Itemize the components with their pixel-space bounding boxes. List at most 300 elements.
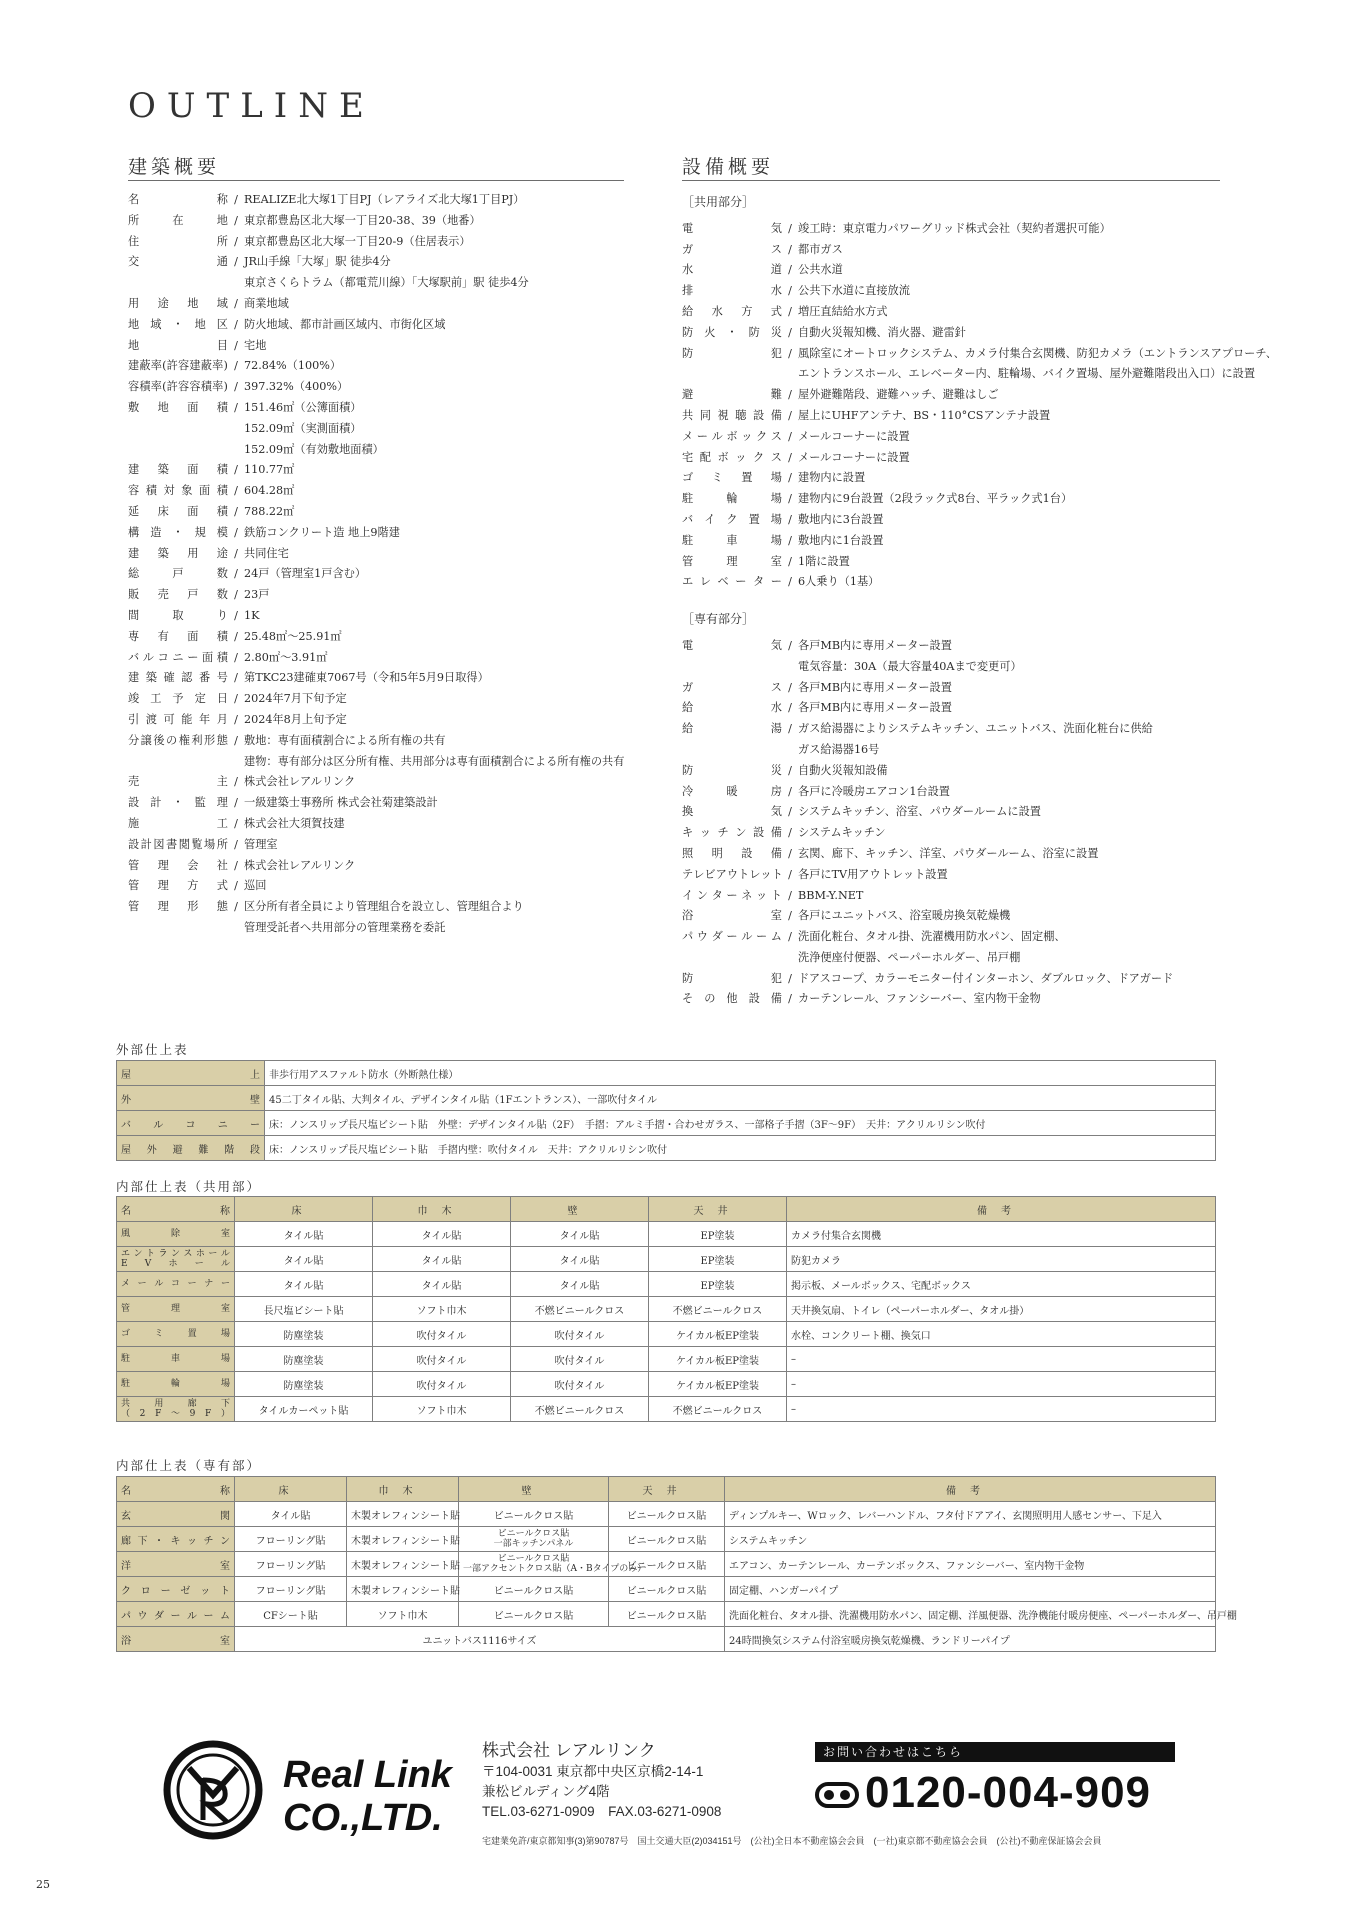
label-glyph: バ (121, 1119, 131, 1131)
spec-value: 一級建築士事務所 株式会社菊建築設計 (244, 796, 438, 810)
spec-row (128, 814, 648, 835)
label-glyph: ・ (154, 1535, 164, 1547)
label-glyph: ロ (140, 1585, 151, 1597)
table-row (117, 1397, 1216, 1422)
table-cell: 掲示板、メールボックス、宅配ボックス (787, 1272, 1216, 1297)
label-glyph: 理 (170, 1304, 180, 1314)
label-glyph: ボ (726, 429, 738, 443)
label-glyph: ッ (755, 888, 768, 902)
label-glyph: 渡 (145, 712, 157, 726)
label-glyph: 積 (139, 380, 151, 394)
spec-row (128, 627, 648, 648)
label-glyph: E (121, 1259, 128, 1269)
row-name-text (121, 1229, 230, 1239)
label-glyph: ネ (741, 888, 753, 902)
spec-row (128, 232, 648, 253)
column-header (117, 1197, 235, 1222)
label-glyph: 在 (172, 213, 184, 227)
spec-separator: / (234, 546, 238, 560)
label-glyph: 輪 (726, 492, 738, 506)
label-glyph: 率 (212, 359, 224, 373)
label-glyph: 許 (166, 359, 178, 373)
table-cell: 吹付タイル (511, 1372, 649, 1397)
spec-value: 23戸 (244, 588, 270, 602)
label-glyph: 用 (187, 546, 199, 560)
spec-separator: / (788, 992, 792, 1006)
row-value: 床：ノンスリップ長尺塩ビシート貼 外壁：デザインタイル貼（2F） 手摺：アルミ手摺・合わせガラス、一部格子手摺（3F〜9F） 天井：アクリルリシン吹付 (265, 1111, 1216, 1136)
label-glyph: 階 (224, 1144, 235, 1156)
label-glyph: 積 (200, 380, 212, 394)
label-glyph: 態 (216, 733, 228, 747)
spec-separator: / (234, 567, 238, 581)
label-glyph: 容 (128, 380, 140, 394)
table-cell: 吹付タイル (511, 1322, 649, 1347)
label-glyph: 水 (770, 701, 782, 715)
label-glyph: 建 (128, 546, 140, 560)
table-cell: CFシート貼 (235, 1602, 347, 1627)
spec-separator: / (788, 784, 792, 798)
spec-value: ガス給湯器16号 (798, 742, 880, 756)
row-name-sub (121, 1409, 230, 1419)
spec-label (682, 531, 782, 552)
label-glyph: 段 (249, 1144, 260, 1156)
spec-separator: / (788, 888, 792, 902)
label-glyph: 下 (137, 1535, 148, 1547)
spec-value: 共同住宅 (244, 546, 289, 560)
spec-separator: / (234, 317, 238, 331)
table-cell: ケイカル板EP塗装 (649, 1347, 787, 1372)
label-glyph: 域 (150, 317, 162, 331)
label-glyph: 風 (121, 1229, 131, 1239)
spec-separator: / (234, 671, 238, 685)
spec-separator: / (234, 255, 238, 269)
label-glyph: ボ (717, 450, 729, 464)
label-glyph: 場 (770, 533, 782, 547)
label-glyph: 理 (726, 554, 738, 568)
label-glyph: ラ (158, 1249, 168, 1259)
label-glyph: ル (142, 650, 154, 664)
table-cell: 防塵塗装 (235, 1347, 373, 1372)
spec-value: 都市ガス (798, 242, 843, 256)
label-glyph: 室 (220, 1635, 230, 1647)
table-cell: タイル貼 (235, 1272, 373, 1297)
label-glyph: レ (699, 575, 711, 589)
table-cell: タイル貼 (373, 1247, 511, 1272)
label-glyph: 区 (216, 317, 228, 331)
label-glyph: 計 (140, 837, 152, 851)
spec-separator: / (234, 692, 238, 706)
spec-row (128, 190, 648, 211)
spec-value: 397.32%（400%） (244, 380, 349, 394)
label-glyph: 積 (145, 484, 157, 498)
spec-row (682, 948, 1242, 969)
label-glyph: ア (715, 867, 727, 881)
spec-label (128, 689, 228, 710)
label-glyph: 容 (178, 380, 190, 394)
spec-label (128, 897, 228, 918)
label-glyph: 積 (216, 484, 228, 498)
spec-label (682, 260, 782, 281)
column-header (725, 1477, 1216, 1502)
label-glyph: 置 (741, 471, 753, 485)
row-name-text (121, 1557, 230, 1572)
label-glyph: 容 (178, 359, 190, 373)
label-glyph: り (216, 608, 228, 622)
spec-separator: / (234, 463, 238, 477)
spec-value: メールコーナーに設置 (798, 429, 910, 443)
label-glyph: 定 (194, 692, 206, 706)
label-glyph: 防 (682, 346, 694, 360)
label-glyph: ベ (717, 575, 729, 589)
label-glyph: 工 (150, 692, 162, 706)
spec-row (682, 802, 1242, 823)
label-glyph: 率 (150, 380, 162, 394)
spec-value: JR山手線「大塚」駅 徒歩4分 (244, 255, 391, 269)
label-glyph: 建 (189, 359, 201, 373)
label-glyph: 上 (250, 1069, 260, 1081)
label-glyph: ー (735, 575, 747, 589)
spec-row (128, 585, 648, 606)
equipment-spec-list (682, 188, 1277, 1010)
building-spec-list (128, 190, 648, 939)
label-glyph: 称 (220, 1205, 230, 1217)
table-cell: 防塵塗装 (235, 1372, 373, 1397)
row-name-text (121, 1091, 260, 1106)
label-glyph: ー (726, 930, 738, 944)
label-glyph: 社 (216, 858, 228, 872)
company-name: 株式会社 レアルリンク (482, 1741, 656, 1760)
table-cell: 不燃ビニールクロス (511, 1397, 649, 1422)
spec-value: 第TKC23建確東7067号（令和5年5月9日取得） (244, 671, 489, 685)
spec-label (128, 336, 228, 357)
label-glyph: 屋 (121, 1144, 131, 1156)
label-glyph: ホ (195, 1249, 205, 1259)
label-glyph: 建 (128, 359, 140, 373)
spec-value: 各戸に冷暖房エアコン1台設置 (798, 784, 950, 798)
label-glyph: ゼ (180, 1585, 191, 1597)
label-glyph: 積 (216, 400, 228, 414)
spec-separator: / (234, 296, 238, 310)
spec-row (682, 927, 1242, 948)
table-cell: 不燃ビニールクロス (649, 1297, 787, 1322)
label-glyph: ク (755, 429, 768, 443)
table-cell: 吹付タイル (373, 1322, 511, 1347)
table-cell: タイル貼 (373, 1272, 511, 1297)
spec-row (682, 572, 1242, 593)
spec-separator: / (234, 712, 238, 726)
label-glyph: チ (203, 1535, 214, 1547)
table-cell: 吹付タイル (511, 1347, 649, 1372)
spec-value: 竣工時：東京電力パワーグリッド株式会社（契約者選択可能） (798, 221, 1111, 235)
label-glyph: 廊 (121, 1535, 131, 1547)
spec-value: 株式会社レアルリンク (244, 775, 356, 789)
spec-separator: / (234, 359, 238, 373)
table-cell: – (787, 1372, 1216, 1397)
spec-row (128, 689, 648, 710)
spec-value: 洗浄便座付便器、ペーパーホルダー、吊戸棚 (798, 950, 1021, 964)
spec-row (128, 648, 648, 669)
spec-value: エントランスホール、エレベーター内、駐輪場、バイク置場、屋外避難階段出入口）に設置 (798, 367, 1256, 381)
spec-separator: / (234, 608, 238, 622)
label-glyph: ホ (168, 1259, 178, 1269)
label-glyph: 分 (128, 733, 140, 747)
label-glyph: ッ (735, 450, 747, 464)
label-glyph: ) (223, 359, 228, 373)
spec-separator: / (234, 380, 238, 394)
label-glyph: 地 (187, 296, 199, 310)
label-glyph: 室 (770, 909, 782, 923)
spec-label (128, 398, 228, 419)
label-glyph: 湯 (770, 722, 782, 736)
label-glyph: 防 (682, 971, 694, 985)
spec-label (682, 489, 782, 510)
exterior-finish-table (116, 1060, 1216, 1161)
label-glyph: 換 (682, 805, 694, 819)
spec-value: 敷地内に3台設置 (798, 512, 884, 526)
spec-row (128, 398, 648, 419)
label-glyph: ー (170, 1610, 181, 1622)
spec-value: 6人乗り（1基） (798, 575, 880, 589)
table-cell: 吹付タイル (373, 1347, 511, 1372)
label-glyph: 防 (682, 325, 694, 339)
row-name-text (121, 1607, 230, 1622)
spec-label (682, 323, 782, 344)
spec-value: 巡回 (244, 879, 267, 893)
spec-row (128, 294, 648, 315)
address-line-1: 〒104-0031 東京都中央区京橋2-14-1 (482, 1764, 704, 1779)
label-glyph: 戸 (172, 567, 184, 581)
label-glyph: 容 (128, 484, 140, 498)
spec-separator: / (788, 242, 792, 256)
table-cell: タイル貼 (235, 1222, 373, 1247)
label-glyph: メ (682, 429, 694, 443)
row-name (117, 1602, 235, 1627)
label-glyph: 他 (726, 992, 738, 1006)
column-header-text: 床 (291, 1205, 316, 1217)
label-glyph: 場 (770, 471, 782, 485)
label-glyph: バ (682, 512, 694, 526)
spec-row (128, 336, 648, 357)
spec-separator: / (234, 193, 238, 206)
spec-row (682, 531, 1242, 552)
table-cell: ケイカル板EP塗装 (649, 1322, 787, 1347)
label-glyph: 給 (682, 701, 694, 715)
spec-separator: / (234, 234, 238, 248)
spec-row (682, 865, 1242, 886)
label-glyph: 水 (682, 263, 694, 277)
table-cell: – (787, 1347, 1216, 1372)
spec-separator: / (788, 450, 792, 464)
label-glyph: ン (696, 888, 708, 902)
spec-separator: / (788, 429, 792, 443)
column-header-text: 備考 (946, 1485, 994, 1497)
label-glyph: 場 (220, 1329, 230, 1339)
spec-label (682, 572, 782, 593)
spec-label (128, 793, 228, 814)
common-group-title: ［共用部分］ (682, 195, 755, 209)
spec-row (128, 502, 648, 523)
label-glyph: 電 (682, 221, 694, 235)
label-glyph: エ (682, 575, 694, 589)
label-glyph: メ (121, 1279, 131, 1289)
spec-label (128, 315, 228, 336)
row-name (117, 1222, 235, 1247)
building-rule (128, 180, 624, 181)
spec-label (128, 585, 228, 606)
spec-value: 604.28㎡ (244, 484, 295, 498)
spec-row (682, 427, 1242, 448)
table-row (117, 1222, 1216, 1247)
label-glyph: 視 (717, 408, 729, 422)
spec-separator: / (234, 879, 238, 893)
row-name (117, 1552, 235, 1577)
spec-separator: / (234, 338, 238, 352)
spec-row (128, 731, 648, 752)
label-glyph: 犯 (770, 971, 782, 985)
table-cell: 木製オレフィンシート貼 (347, 1552, 459, 1577)
spec-label (682, 281, 782, 302)
row-name (117, 1372, 235, 1397)
table-cell: ソフト巾木 (347, 1602, 459, 1627)
table-cell: 長尺塩ビシート貼 (235, 1297, 373, 1322)
spec-separator: / (788, 909, 792, 923)
table-cell: システムキッチン (725, 1527, 1216, 1552)
label-glyph: ル (187, 1610, 197, 1622)
table-row (117, 1136, 1216, 1161)
label-glyph: 名 (128, 193, 140, 206)
header-row (117, 1477, 1216, 1502)
label-glyph: 容 (189, 380, 201, 394)
label-glyph: 外 (146, 1144, 157, 1156)
label-glyph: ス (183, 1249, 193, 1259)
label-glyph: 図 (153, 837, 165, 851)
label-glyph: 名 (121, 1485, 131, 1497)
label-glyph: 管 (682, 554, 694, 568)
spec-row (128, 835, 648, 856)
label-glyph: 戸 (187, 588, 199, 602)
table-cell: フローリング貼 (235, 1527, 347, 1552)
spec-value: 自動火災報知機、消火器、避雷針 (798, 325, 966, 339)
table-cell: ビニールクロス貼 (609, 1602, 725, 1627)
spec-row (128, 377, 648, 398)
spec-separator (228, 440, 244, 461)
label-glyph: 車 (170, 1354, 180, 1364)
spec-value: 建物：専有部分は区分所有権、共用部分は専有面積割合による所有権の共有 (244, 754, 625, 768)
spec-value: 152.09㎡（実測面積） (244, 421, 362, 435)
label-glyph: 地 (216, 213, 228, 227)
spec-row (682, 989, 1242, 1010)
spec-label (128, 211, 228, 232)
table-cell: EP塗装 (649, 1222, 787, 1247)
spec-row (682, 969, 1242, 990)
spec-separator: / (788, 533, 792, 547)
spec-label (128, 502, 228, 523)
spec-separator: / (234, 525, 238, 539)
spec-label (128, 544, 228, 565)
label-glyph: 予 (172, 692, 184, 706)
spec-separator: / (234, 504, 238, 518)
row-value: 非歩行用アスファルト防水（外断熱仕様） (265, 1061, 1216, 1086)
column-header-text: 壁 (567, 1205, 592, 1217)
label-glyph: 蔽 (200, 359, 212, 373)
spec-label (682, 427, 782, 448)
address-line-2: 兼松ビルディング4階 (482, 1784, 610, 1799)
spec-label (128, 356, 228, 377)
label-glyph: 積 (216, 463, 228, 477)
label-glyph: V (144, 1259, 152, 1269)
spec-separator: / (234, 858, 238, 872)
spec-label (682, 823, 782, 844)
spec-value: 788.22㎡ (244, 504, 295, 518)
spec-separator: / (788, 512, 792, 526)
spec-row (128, 897, 648, 918)
label-glyph: 有 (157, 629, 169, 643)
spec-value: 各戸MB内に専用メーター設置 (798, 680, 952, 694)
spec-row (682, 678, 1242, 699)
spec-value: 東京都豊島区北大塚一丁目20-9（住居表示） (244, 234, 471, 248)
label-glyph: 書 (166, 837, 178, 851)
row-name-text (121, 1141, 260, 1156)
brand-line-1: Real Link (283, 1754, 452, 1796)
spec-label (682, 406, 782, 427)
table-row (117, 1552, 1216, 1577)
page-number: 25 (36, 1878, 50, 1891)
label-glyph: 確 (163, 671, 175, 685)
spec-row (682, 636, 1242, 657)
row-name-text (121, 1329, 230, 1339)
label-glyph: 積 (216, 629, 228, 643)
label-glyph: 築 (157, 546, 169, 560)
phone-number[interactable] (815, 1768, 1151, 1818)
label-glyph: ー (220, 1279, 230, 1289)
spec-label (128, 606, 228, 627)
row-name (117, 1322, 235, 1347)
table-cell: 吹付タイル (373, 1372, 511, 1397)
label-glyph: 監 (194, 796, 206, 810)
spec-separator: / (788, 846, 792, 860)
label-glyph: ー (250, 1119, 260, 1131)
row-name (117, 1086, 265, 1111)
spec-label (682, 719, 782, 740)
spec-label (682, 927, 782, 948)
spec-value: メールコーナーに設置 (798, 450, 910, 464)
spec-separator: / (788, 388, 792, 402)
spec-row (682, 364, 1256, 385)
label-glyph: 通 (216, 255, 228, 269)
spec-value: 株式会社大須賀技建 (244, 816, 345, 830)
spec-value: 管理室 (244, 837, 278, 851)
row-name (117, 1297, 235, 1322)
label-glyph: 所 (216, 837, 228, 851)
spec-separator: / (788, 722, 792, 736)
table-cell: フローリング貼 (235, 1577, 347, 1602)
table-cell: ソフト巾木 (373, 1297, 511, 1322)
label-glyph: ー (755, 930, 768, 944)
label-glyph: ・ (726, 325, 738, 339)
table-row-bath (117, 1627, 1216, 1652)
label-glyph: 所 (216, 234, 228, 248)
label-glyph: 数 (216, 567, 228, 581)
spec-separator (228, 918, 244, 939)
label-glyph: 場 (204, 837, 216, 851)
spec-value: 公共下水道に直接放流 (798, 284, 910, 298)
label-glyph: ガ (682, 680, 694, 694)
label-glyph: 率 (212, 380, 224, 394)
row-name (117, 1502, 235, 1527)
spec-value: 自動火災報知設備 (798, 763, 888, 777)
spec-separator: / (788, 826, 792, 840)
label-glyph: ッ (200, 1585, 211, 1597)
